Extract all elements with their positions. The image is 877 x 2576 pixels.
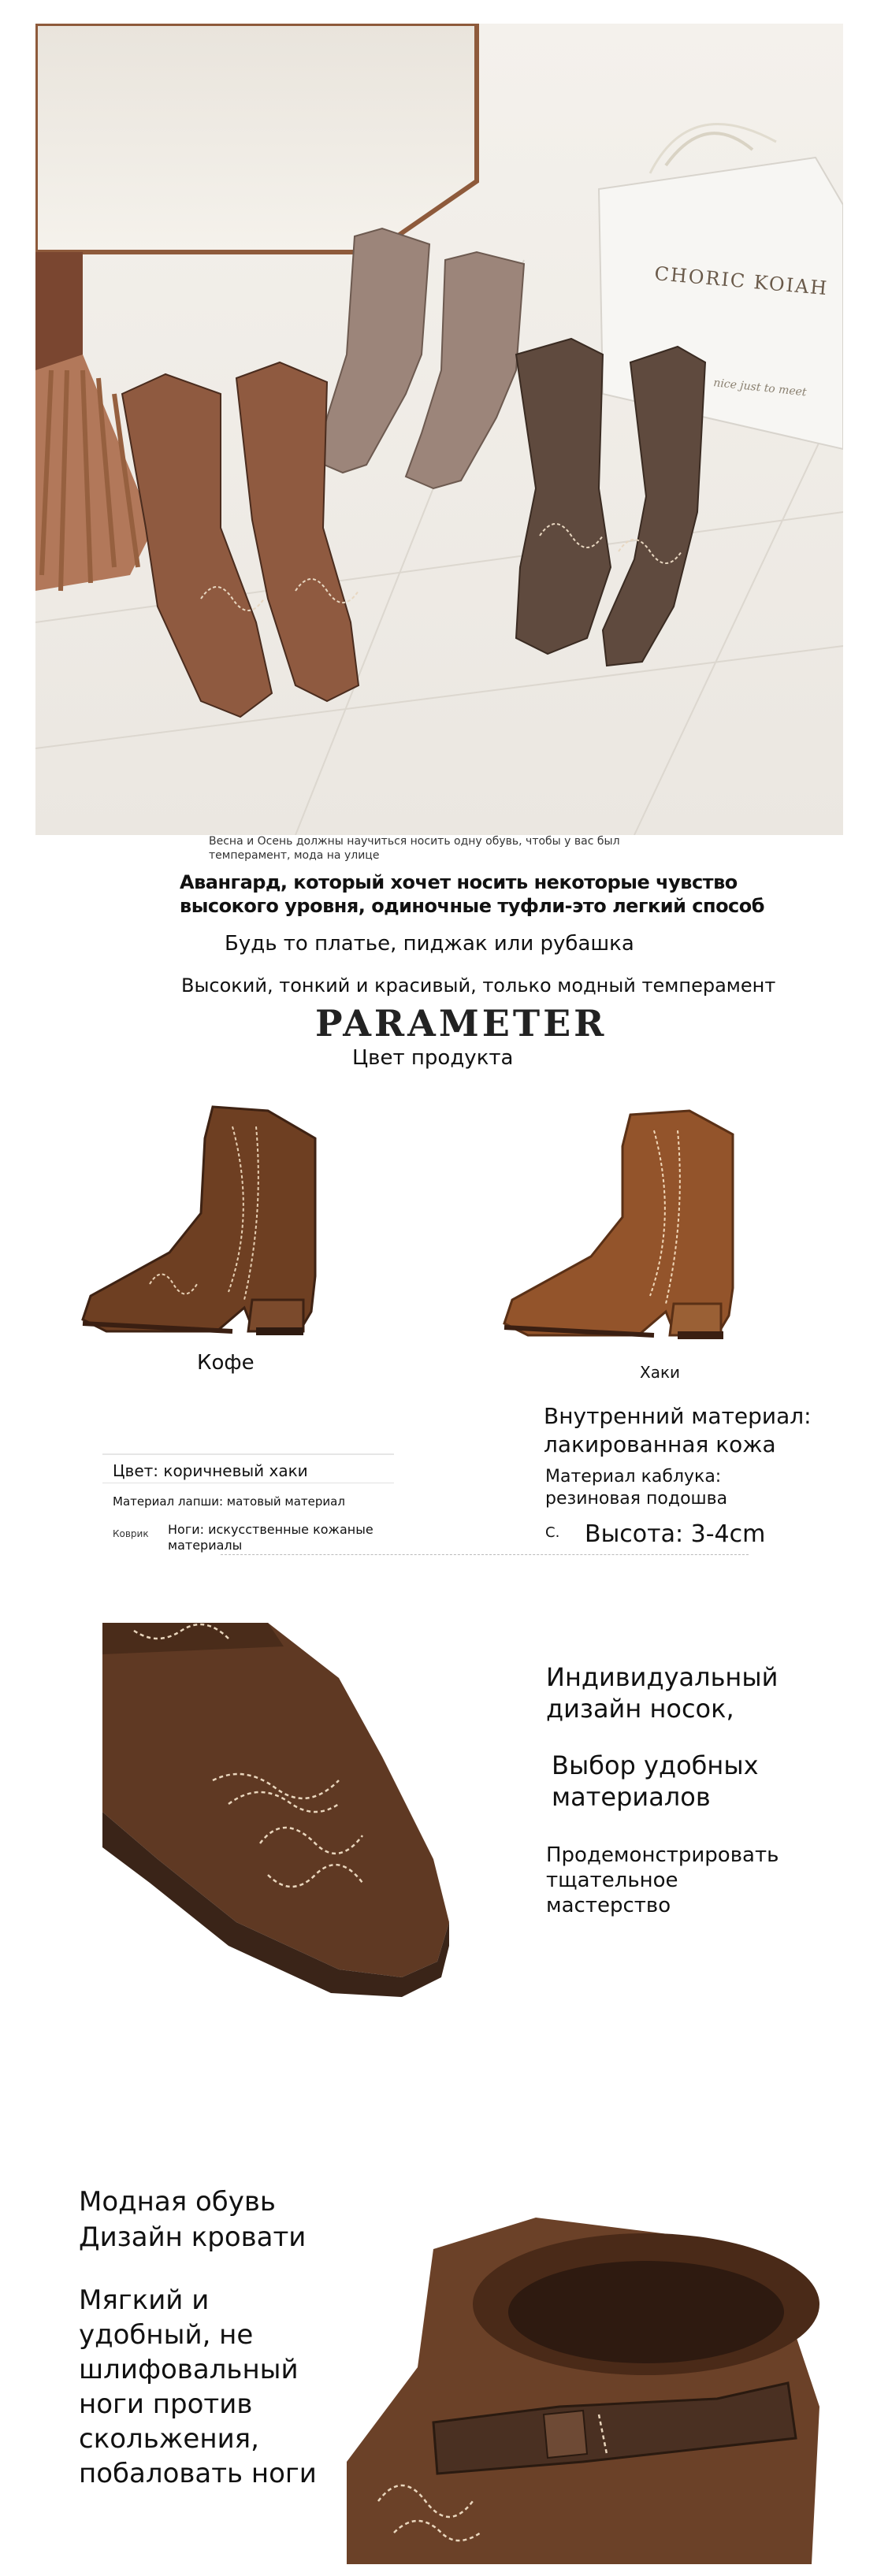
spec-inner-material-line2: лакированная кожа (544, 1431, 776, 1457)
feature-toe-line2: дизайн носок, (546, 1694, 734, 1724)
intro-small-line2: темперамент, мода на улице (209, 849, 380, 862)
feature-craft-line1: Продемонстрировать (546, 1843, 779, 1867)
spec-shadow-line (102, 1453, 394, 1455)
spec-heel-material-line2: резиновая подошва (545, 1489, 728, 1509)
spec-upper-material: Материал лапши: матовый материал (113, 1494, 345, 1509)
color-label-khaki: Хаки (640, 1363, 681, 1382)
spec-heel-material-line1: Материал каблука: (545, 1467, 722, 1487)
bottom-body-line1: Мягкий и (79, 2285, 210, 2316)
spec-mat-value-line1: Ноги: искусственные кожаные (168, 1522, 373, 1537)
bottom-body-line6: побаловать ноги (79, 2458, 317, 2489)
boot-khaki-image (496, 1099, 749, 1343)
feature-toe-line1: Индивидуальный (546, 1662, 779, 1692)
feature-material-line1: Выбор удобных (552, 1750, 759, 1780)
feature-craft-line2: тщательное (546, 1869, 678, 1892)
feature-material-line2: материалов (552, 1782, 711, 1812)
bottom-body-line2: удобный, не (79, 2319, 254, 2351)
intro-line4: Высокий, тонкий и красивый, только модный темперамент (181, 974, 776, 997)
spec-height: Высота: 3-4cm (585, 1520, 766, 1548)
intro-bold-line2: высокого уровня, одиночные туфли-это легкий способ (180, 895, 765, 917)
spec-c-label: С. (545, 1524, 560, 1541)
parameter-subtitle: Цвет продукта (352, 1046, 514, 1070)
boot-collar-image (347, 2202, 843, 2564)
feature-craft-line3: мастерство (546, 1894, 671, 1917)
spec-color: Цвет: коричневый хаки (113, 1461, 308, 1480)
bottom-title-line1: Модная обувь (79, 2186, 276, 2218)
bottom-title-line2: Дизайн кровати (79, 2222, 307, 2253)
spec-mat-value-line2: материалы (168, 1538, 243, 1553)
color-label-coffee: Кофе (197, 1351, 255, 1375)
bottom-body-line5: скольжения, (79, 2423, 259, 2455)
intro-line3: Будь то платье, пиджак или рубашка (225, 932, 634, 956)
bottom-body-line3: шлифовальный (79, 2354, 299, 2385)
spec-inner-material-line1: Внутренний материал: (544, 1403, 812, 1429)
bottom-body-line4: ноги против (79, 2389, 253, 2420)
boot-coffee-image (75, 1095, 327, 1339)
intro-small-line1: Весна и Осень должны научиться носить одну обувь, чтобы у вас был (209, 835, 620, 848)
spec-bottom-dashed (221, 1554, 749, 1555)
hero-photo (35, 24, 843, 835)
toe-detail-image (102, 1623, 449, 2017)
parameter-title: PARAMETER (315, 1002, 608, 1045)
bag-sub-text: nice just to meet (712, 377, 808, 399)
bag-brand-text: CHORIC KOIAH (653, 262, 830, 300)
spec-mat-label: Коврик (113, 1528, 149, 1539)
intro-bold-line1: Авангард, который хочет носить некоторые чувство (180, 871, 738, 893)
